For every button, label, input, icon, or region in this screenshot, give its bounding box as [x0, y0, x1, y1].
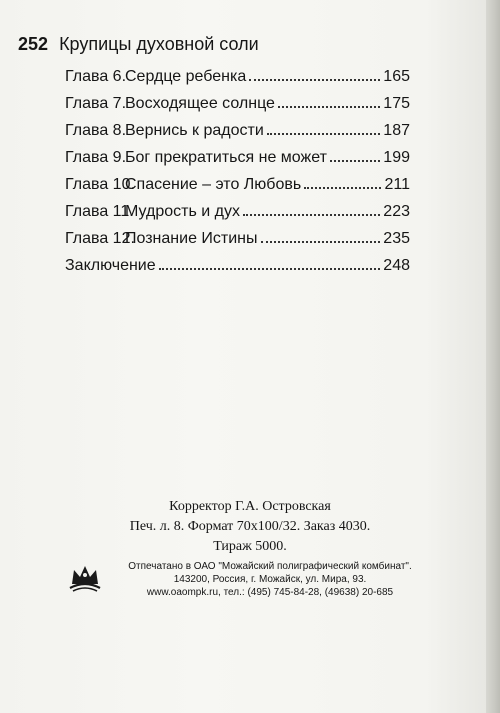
printer-line-3: www.oaompk.ru, тел.: (495) 745-84-28, (49638) 20-685 [146, 587, 394, 598]
toc-title: Восходящее солнце [125, 95, 275, 112]
toc-page-number: 199 [383, 149, 410, 166]
toc-leader-dots [261, 241, 381, 243]
toc-page-number: 165 [383, 68, 410, 85]
toc-title: Бог прекратиться не может [125, 149, 327, 166]
toc-leader-dots [267, 133, 381, 135]
toc-entry [65, 230, 410, 257]
toc-chapter-label: Глава 11. [65, 203, 134, 220]
toc-page-number: 223 [383, 203, 410, 220]
toc-title: Сердце ребенка [125, 68, 247, 85]
toc-entry [65, 68, 410, 95]
toc-page-number: 248 [383, 257, 410, 274]
toc-leader-dots [278, 106, 380, 108]
toc-chapter-label: Глава 8. [65, 122, 127, 139]
toc-leader-dots [249, 79, 380, 81]
corrector-line: Корректор Г.А. Островская [169, 499, 331, 514]
toc-entry [65, 203, 410, 230]
page-number: 252 [18, 34, 49, 54]
table-of-contents [65, 68, 410, 284]
toc-chapter-label: Глава 9. [65, 149, 127, 166]
toc-leader-dots [304, 187, 381, 189]
toc-page-number: 211 [384, 176, 410, 193]
running-header [18, 34, 259, 55]
toc-chapter-label: Глава 10. [65, 176, 135, 193]
toc-page-number: 235 [383, 230, 410, 247]
toc-leader-dots [330, 160, 380, 162]
toc-title: Мудрость и дух [125, 203, 240, 220]
printer-info [105, 560, 435, 599]
toc-title: Спасение – это Любовь [125, 176, 302, 193]
format-line: Печ. л. 8. Формат 70x100/32. Заказ 4030. [129, 519, 371, 534]
crown-logo-icon [68, 562, 102, 592]
toc-entry [65, 176, 410, 203]
toc-page-number: 175 [383, 95, 410, 112]
imprint-block [0, 497, 500, 557]
toc-entry [65, 122, 410, 149]
toc-leader-dots [243, 214, 380, 216]
toc-chapter-label: Глава 7. [65, 95, 127, 112]
print-run-line: Тираж 5000. [213, 539, 287, 554]
page-spine-shadow [486, 0, 500, 713]
printer-line-2: 143200, Россия, г. Можайск, ул. Мира, 93. [173, 574, 367, 585]
toc-chapter-label: Глава 12. [65, 230, 135, 247]
toc-chapter-label: Глава 6. [65, 68, 127, 85]
toc-page-number: 187 [383, 122, 410, 139]
toc-entry-conclusion [65, 257, 410, 284]
toc-title: Вернись к радости [125, 122, 264, 139]
toc-title: Познание Истины [125, 230, 258, 247]
toc-title: Заключение [65, 257, 156, 274]
toc-entry [65, 95, 410, 122]
toc-leader-dots [159, 268, 381, 270]
book-title: Крупицы духовной соли [59, 34, 259, 54]
toc-entry [65, 149, 410, 176]
printer-line-1: Отпечатано в ОАО "Можайский полиграфический комбинат". [128, 561, 412, 572]
